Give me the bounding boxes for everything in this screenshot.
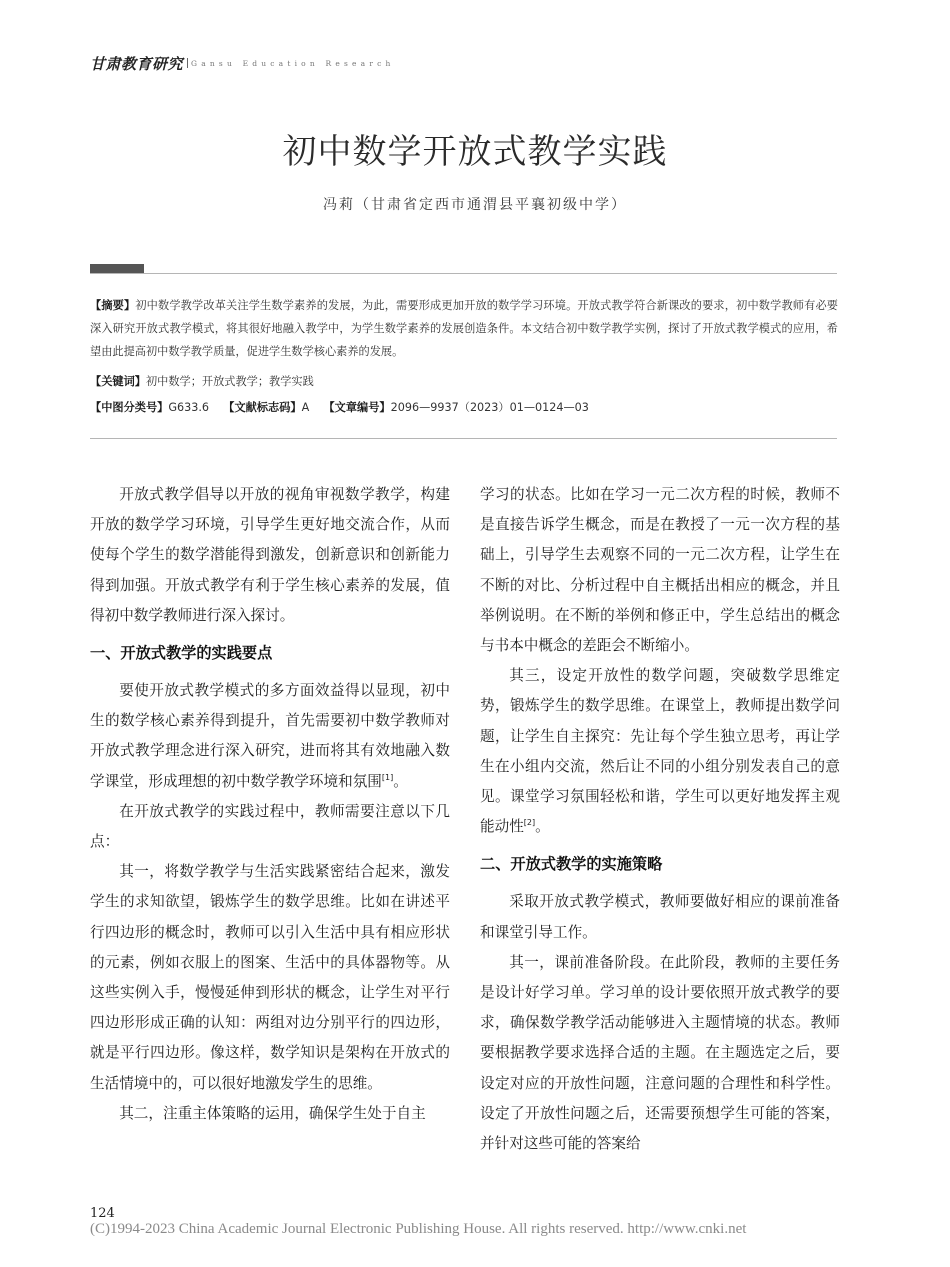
paragraph-continued: 学习的状态。比如在学习一元二次方程的时候，教师不是直接告诉学生概念，而是在教授了一元一次方程的基础上，引导学生去观察不同的一元二次方程，让学生在不断的对比、分析过程中自主概括出相应的概念，并且举例说明。在不断的举例和修正中，学生总结出的概念与书本中概念的差距会不断缩小。: [480, 486, 840, 655]
journal-masthead: [90, 52, 395, 74]
paragraph-text: 要使开放式教学模式的多方面效益得以显现，初中生的数学核心素养得到提升，首先需要初中数学教师对开放式教学理念进行深入研究，进而将其有效地融入数学课堂，形成理想的初中数学教学环境和氛围: [90, 682, 450, 790]
doc-code-value: A: [301, 401, 310, 414]
paragraph: 在开放式教学的实践过程中，教师需要注意以下几点：: [90, 802, 450, 851]
paragraph: 其二，注重主体策略的运用，确保学生处于自主: [119, 1104, 426, 1122]
clc-value: G633.6: [168, 401, 210, 414]
paragraph-end: 。: [535, 818, 550, 836]
citation-ref[interactable]: [1]: [381, 772, 394, 782]
citation-ref[interactable]: [2]: [523, 818, 536, 828]
paragraph: [90, 676, 450, 797]
author-affiliation: 冯莉（甘肃省定西市通渭县平襄初级中学）: [323, 197, 627, 213]
paragraph: [480, 661, 840, 842]
paragraph: 其一，将数学教学与生活实践紧密结合起来，激发学生的求知欲望，锻炼学生的数学思维。比如在讲述平行四边形的概念时，教师可以引入生活中具有相应形状的元素，例如衣服上的图案、生活中的具体器物等。从这些实例入手，慢慢延伸到形状的概念，让学生对平行四边形形成正确的认知：两组对边分别平行的四边形，就是平行四边形。像这样，数学知识是架构在开放式的生活情境中的，可以很好地激发学生的思维。: [90, 863, 450, 1092]
keywords: [90, 370, 838, 393]
paragraph-end: 。: [393, 772, 408, 790]
paragraph: 采取开放式教学模式，教师要做好相应的课前准备和课堂引导工作。: [480, 893, 840, 941]
keywords-text: 初中数学；开放式教学；教学实践: [145, 375, 314, 388]
abstract: [90, 294, 838, 363]
paragraph: 其一，课前准备阶段。在此阶段，教师的主要任务是设计好学习单。学习单的设计要依照开放式教学的要求，确保数学教学活动能够进入主题情境的状态。教师要根据教学要求选择合适的主题。在主题选定之后，要设定对应的开放性问题，注意问题的合理性和科学性。设定了开放性问题之后，还需要预想学生可能的答案，并针对这些可能的答案给: [480, 953, 840, 1153]
section-heading-1: 一、开放式教学的实践要点: [90, 644, 273, 663]
abstract-bottom-rule: [90, 438, 837, 439]
keywords-label: 【关键词】: [90, 375, 146, 388]
journal-name-en: Gansu Education Research: [191, 58, 395, 68]
article-id-value: 2096—9937（2023）01—0124—03: [390, 401, 589, 414]
abstract-label: 【摘要】: [90, 299, 136, 312]
journal-name-cn: 甘肃教育研究: [90, 54, 184, 73]
doc-code-label: 【文献标志码】: [223, 401, 302, 414]
paragraph: 开放式教学倡导以开放的视角审视数学教学，构建开放的数学学习环境，引导学生更好地交流合作，从而使每个学生的数学潜能得到激发，创新意识和创新能力得到加强。开放式教学有利于学生核心素养的发展，值得初中数学教师进行深入探讨。: [90, 486, 450, 624]
clc-label: 【中图分类号】: [90, 401, 169, 414]
classification-info: [90, 396, 838, 419]
section-heading-2: 二、开放式教学的实施策略: [480, 855, 663, 874]
article-id-label: 【文章编号】: [323, 401, 391, 414]
abstract-text: 初中数学教学改革关注学生数学素养的发展，为此，需要形成更加开放的数学学习环境。开放式教学符合新课改的要求，初中数学教师有必要深入研究开放式教学模式，将其很好地融入教学中，为学生数学素养的发展创造条件。本文结合初中数学教学实例，探讨了开放式教学模式的应用，希望由此提高初中数学教学质量，促进学生数学核心素养的发展。: [90, 299, 838, 358]
article-title: 初中数学开放式教学实践: [282, 132, 668, 172]
page-number: 124: [90, 1206, 115, 1221]
body-column-left: [90, 480, 450, 1129]
body-column-right: [480, 480, 840, 1159]
paragraph-text: 其三，设定开放性的数学问题，突破数学思维定势，锻炼学生的数学思维。在课堂上，教师提出数学问题，让学生自主探究：先让每个学生独立思考，再让学生在小组内交流，然后让不同的小组分别发表自己的意见。课堂学习氛围轻松和谐，学生可以更好地发挥主观能动性: [480, 667, 840, 836]
abstract-top-rule: [90, 273, 837, 274]
masthead-divider: [187, 58, 188, 68]
copyright-notice: (C)1994-2023 China Academic Journal Electronic Publishing House. All rights reserved. http://www.cnki.net: [90, 1221, 747, 1237]
